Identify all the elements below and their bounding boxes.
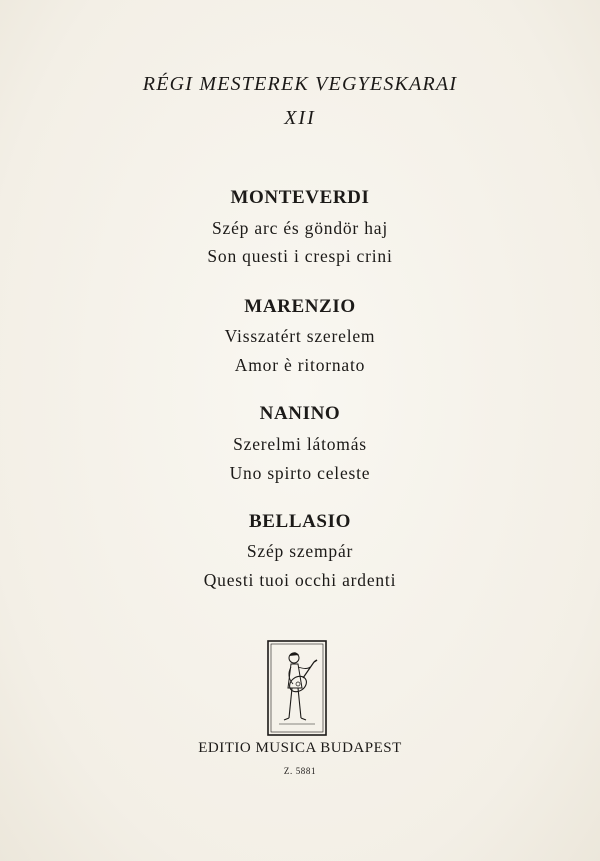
composer-name: MARENZIO <box>244 296 356 317</box>
work-title-italian: Uno spirto celeste <box>229 463 371 483</box>
series-title: RÉGI MESTEREK VEGYESKARAI <box>142 73 458 95</box>
work-title-italian: Amor è ritornato <box>234 355 366 375</box>
work-title-italian: Questi tuoi occhi ardenti <box>203 570 397 590</box>
composer-name: BELLASIO <box>249 511 351 532</box>
work-title-hungarian: Szerelmi látomás <box>233 434 367 454</box>
composer-name: MONTEVERDI <box>230 187 370 208</box>
work-title-hungarian: Szép szempár <box>246 541 354 561</box>
work-title-hungarian: Szép arc és göndör haj <box>211 218 388 238</box>
work-title-hungarian: Visszatért szerelem <box>224 326 376 346</box>
work-title-italian: Son questi i crespi crini <box>207 246 393 266</box>
lute-player-emblem-icon <box>267 640 327 736</box>
composer-name: NANINO <box>259 403 341 424</box>
publisher-name: EDITIO MUSICA BUDAPEST <box>198 740 402 756</box>
plate-number: Z. 5881 <box>283 766 317 776</box>
volume-number: XII <box>284 107 316 129</box>
